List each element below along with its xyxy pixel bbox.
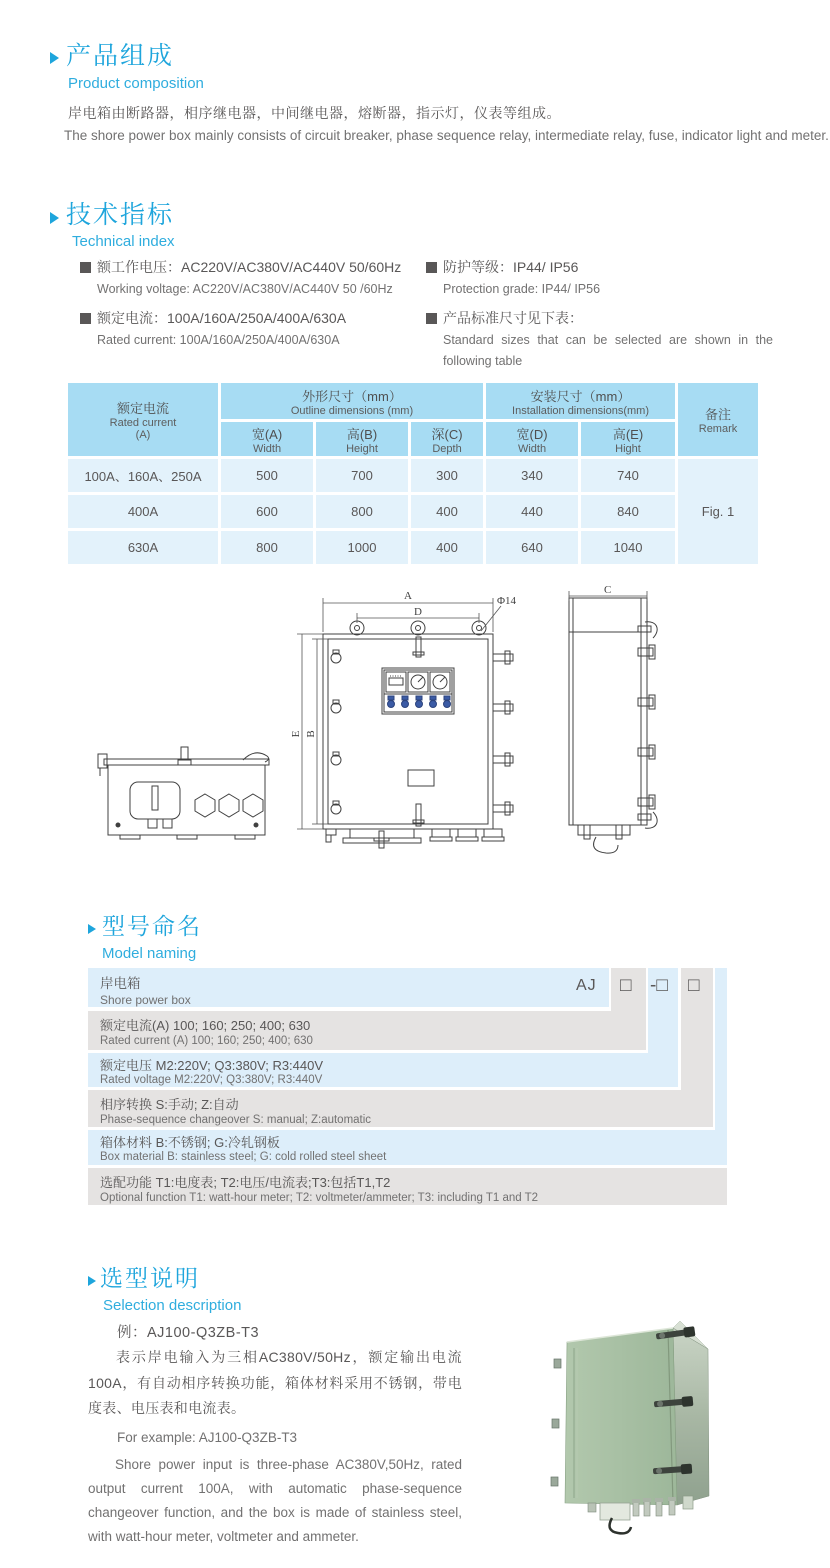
model-row-rated-voltage: 额定电压 M2:220V; Q3:380V; R3:440V Rated voltage M2:220V; Q3:380V; R3:440V [88, 1053, 678, 1087]
section-title-technical-index: 技术指标 [66, 201, 175, 229]
dim-label-e: E [290, 730, 302, 738]
size-table [65, 380, 761, 567]
cabinet-body [565, 1321, 709, 1505]
section-arrow-icon [88, 1276, 96, 1286]
cell-width: 600 [221, 495, 313, 528]
group-header-outline-dimensions: 外形尺寸（mm） Outline dimensions (mm) [221, 383, 483, 419]
section-subtitle-technical-index: Technical index [72, 233, 175, 250]
section-arrow-icon [50, 212, 59, 224]
cell-install-width: 440 [486, 495, 578, 528]
selection-paragraph-en: Shore power input is three-phase AC380V,50Hz, rated output current 100A, with automatic phase-sequence changeover function, and the box is made of stainless steel, with watt-hour meter, voltmeter and ammeter. [88, 1457, 462, 1544]
square-bullet-icon [426, 313, 437, 324]
section-subtitle-model-naming: Model naming [102, 945, 197, 962]
drawing-front-view [297, 598, 513, 848]
cell-current: 100A、160A、250A [68, 459, 218, 492]
cell-current: 630A [68, 531, 218, 564]
product-composition-text-cn: 岸电箱由断路器，相序继电器，中间继电器，熔断器，指示灯，仪表等组成。 [68, 105, 561, 121]
section-title-model-naming: 型号命名 [102, 913, 202, 939]
product-photo-shore-power-box [540, 1298, 805, 1566]
cell-height: 800 [316, 495, 408, 528]
spec-standard-sizes-en: Standard sizes that can be selected are shown in the following table [443, 333, 773, 368]
dimension-labels [290, 584, 611, 738]
square-bullet-icon [426, 262, 437, 273]
selection-paragraph-cn: 表示岸电输入为三相AC380V/50Hz，额定输出电流100A，有自动相序转换功能，箱体材料采用不锈钢，带电度表、电压表和电流表。 [88, 1349, 462, 1416]
dim-label-phi: Φ14 [497, 595, 517, 607]
spec-rated-current-en: Rated current: 100A/160A/250A/400A/630A [97, 333, 340, 347]
cell-width: 800 [221, 531, 313, 564]
hinges [331, 650, 341, 814]
model-prefix: AJ [576, 977, 597, 994]
cell-height: 1000 [316, 531, 408, 564]
section-arrow-icon [88, 924, 96, 934]
model-row-phase-sequence: 相序转换 S:手动; Z:自动 Phase-sequence changeover S: manual; Z:automatic [88, 1090, 713, 1127]
group-header-installation-dimensions: 安装尺寸（mm） Installation dimensions(mm) [486, 383, 675, 419]
cell-install-height: 840 [581, 495, 675, 528]
cell-depth: 400 [411, 531, 483, 564]
latches [493, 651, 513, 815]
cell-install-height: 1040 [581, 531, 675, 564]
spec-standard-sizes-cn: 产品标准尺寸见下表： [426, 308, 583, 328]
cell-install-width: 340 [486, 459, 578, 492]
spec-protection-grade-en: Protection grade: IP44/ IP56 [443, 282, 601, 296]
sub-header-hight-e: 高(E) Hight [581, 422, 675, 456]
sub-header-width-d: 宽(D) Width [486, 422, 578, 456]
section-arrow-icon [50, 52, 59, 64]
cell-height: 700 [316, 459, 408, 492]
selection-example-en: For example: AJ100-Q3ZB-T3 [117, 1430, 298, 1445]
model-row-optional-function: 选配功能 T1:电度表; T2:电压/电流表;T3:包括T1,T2 Optional function T1: watt-hour meter; T2: voltmeter/ammeter; T3: including T1 and T2 [88, 1168, 727, 1205]
square-bullet-icon [80, 262, 91, 273]
col-header-remark: 备注 Remark [678, 383, 758, 456]
cell-install-height: 740 [581, 459, 675, 492]
table-row [68, 459, 758, 492]
table-row [68, 531, 758, 564]
dim-label-c: C [604, 584, 612, 596]
cell-depth: 400 [411, 495, 483, 528]
control-panel [382, 668, 454, 714]
bottom-glands [326, 829, 504, 848]
side-bottom-bracket [578, 825, 630, 853]
model-row-box-material: 箱体材料 B:不锈钢; G:冷轧钢板 Box material B: stainless steel; G: cold rolled steel sheet [88, 1130, 727, 1165]
cabinet-hinges [551, 1359, 561, 1486]
col-header-rated-current: 额定电流 Rated current (A) [68, 383, 218, 456]
sub-header-height-b: 高(B) Height [316, 422, 408, 456]
cell-current: 400A [68, 495, 218, 528]
table-row [68, 495, 758, 528]
model-code-box-1: □ [620, 975, 632, 996]
section-title-selection: 选型说明 [100, 1265, 200, 1291]
cell-depth: 300 [411, 459, 483, 492]
sub-header-depth-c: 深(C) Depth [411, 422, 483, 456]
section-title-product-composition: 产品组成 [66, 42, 175, 70]
model-code-box-3: □ [688, 975, 700, 996]
product-composition-text-en: The shore power box mainly consists of circuit breaker, phase sequence relay, intermediate relay, fuse, indicator light and meter. [64, 128, 829, 143]
sub-header-width-a: 宽(A) Width [221, 422, 313, 456]
technical-drawing-fig1 [60, 582, 780, 887]
section-subtitle-product-composition: Product composition [68, 75, 204, 92]
spec-rated-current-cn: 额定电流：100A/160A/250A/400A/630A [80, 308, 346, 328]
cell-remark: Fig. 1 [678, 459, 758, 564]
dim-label-b: B [305, 730, 317, 738]
selection-example-cn: 例：AJ100-Q3ZB-T3 [117, 1325, 260, 1341]
cell-install-width: 640 [486, 531, 578, 564]
dim-label-a: A [404, 590, 412, 602]
drawing-side-view [569, 591, 657, 853]
cell-width: 500 [221, 459, 313, 492]
model-row-shore-power-box: 岸电箱 Shore power box [88, 968, 609, 1007]
spec-working-voltage-cn: 额工作电压：AC220V/AC380V/AC440V 50/60Hz [80, 257, 401, 277]
drawing-bottom-view [98, 747, 269, 839]
spec-working-voltage-en: Working voltage: AC220V/AC380V/AC440V 50 /60Hz [97, 282, 393, 296]
square-bullet-icon [80, 313, 91, 324]
model-row-rated-current: 额定电流(A) 100; 160; 250; 400; 630 Rated current (A) 100; 160; 250; 400; 630 [88, 1011, 646, 1050]
spec-protection-grade-cn: 防护等级：IP44/ IP56 [426, 257, 578, 277]
dim-label-d: D [414, 606, 422, 618]
section-subtitle-selection: Selection description [103, 1297, 242, 1314]
model-code-box-2: -□ [650, 975, 668, 996]
